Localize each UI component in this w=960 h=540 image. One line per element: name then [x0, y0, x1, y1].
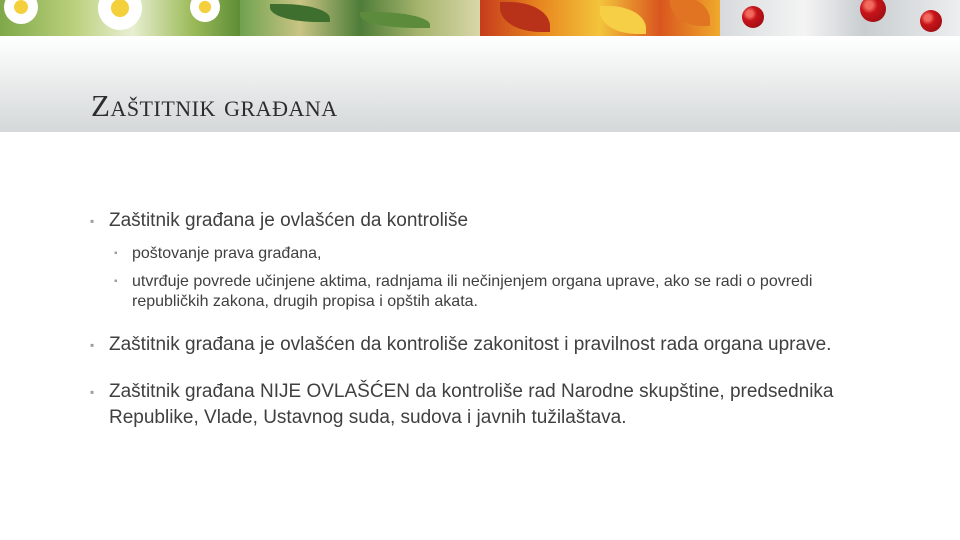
autumn-leaves-image	[480, 0, 720, 36]
bullet-text: Zaštitnik građana je ovlašćen da kontroliše	[109, 210, 469, 231]
square-bullet-icon: ▪	[90, 214, 95, 228]
slide-title: Zaštitnik građana	[91, 88, 338, 123]
bullet-list	[90, 208, 890, 431]
sub-bullet-item	[90, 244, 890, 264]
bullet-item	[90, 379, 890, 431]
square-bullet-icon: ▪	[114, 248, 118, 259]
sub-bullet-item	[90, 272, 890, 312]
square-bullet-icon: ▪	[90, 338, 95, 352]
spring-flowers-image	[0, 0, 240, 36]
bullet-text: Zaštitnik građana NIJE OVLAŠĆEN da kontroliše rad Narodne skupštine, predsednika Republike, Vlade, Ustavnog suda, sudova i javnih tužilaštava.	[109, 381, 834, 428]
square-bullet-icon: ▪	[114, 276, 118, 287]
sub-bullet-text: poštovanje prava građana,	[132, 245, 322, 262]
sub-bullet-text: utvrđuje povrede učinjene aktima, radnjama ili nečinjenjem organa uprave, ako se radi o povredi republičkih zakona, drugih propisa i opštih akata.	[132, 273, 813, 310]
seasonal-photo-banner	[0, 0, 960, 36]
summer-palm-image	[240, 0, 480, 36]
bullet-text: Zaštitnik građana je ovlašćen da kontroliše zakonitost i pravilnost rada organa uprave.	[109, 334, 832, 355]
square-bullet-icon: ▪	[90, 385, 95, 399]
bullet-item	[90, 208, 890, 234]
bullet-item	[90, 332, 890, 358]
winter-berries-image	[720, 0, 960, 36]
